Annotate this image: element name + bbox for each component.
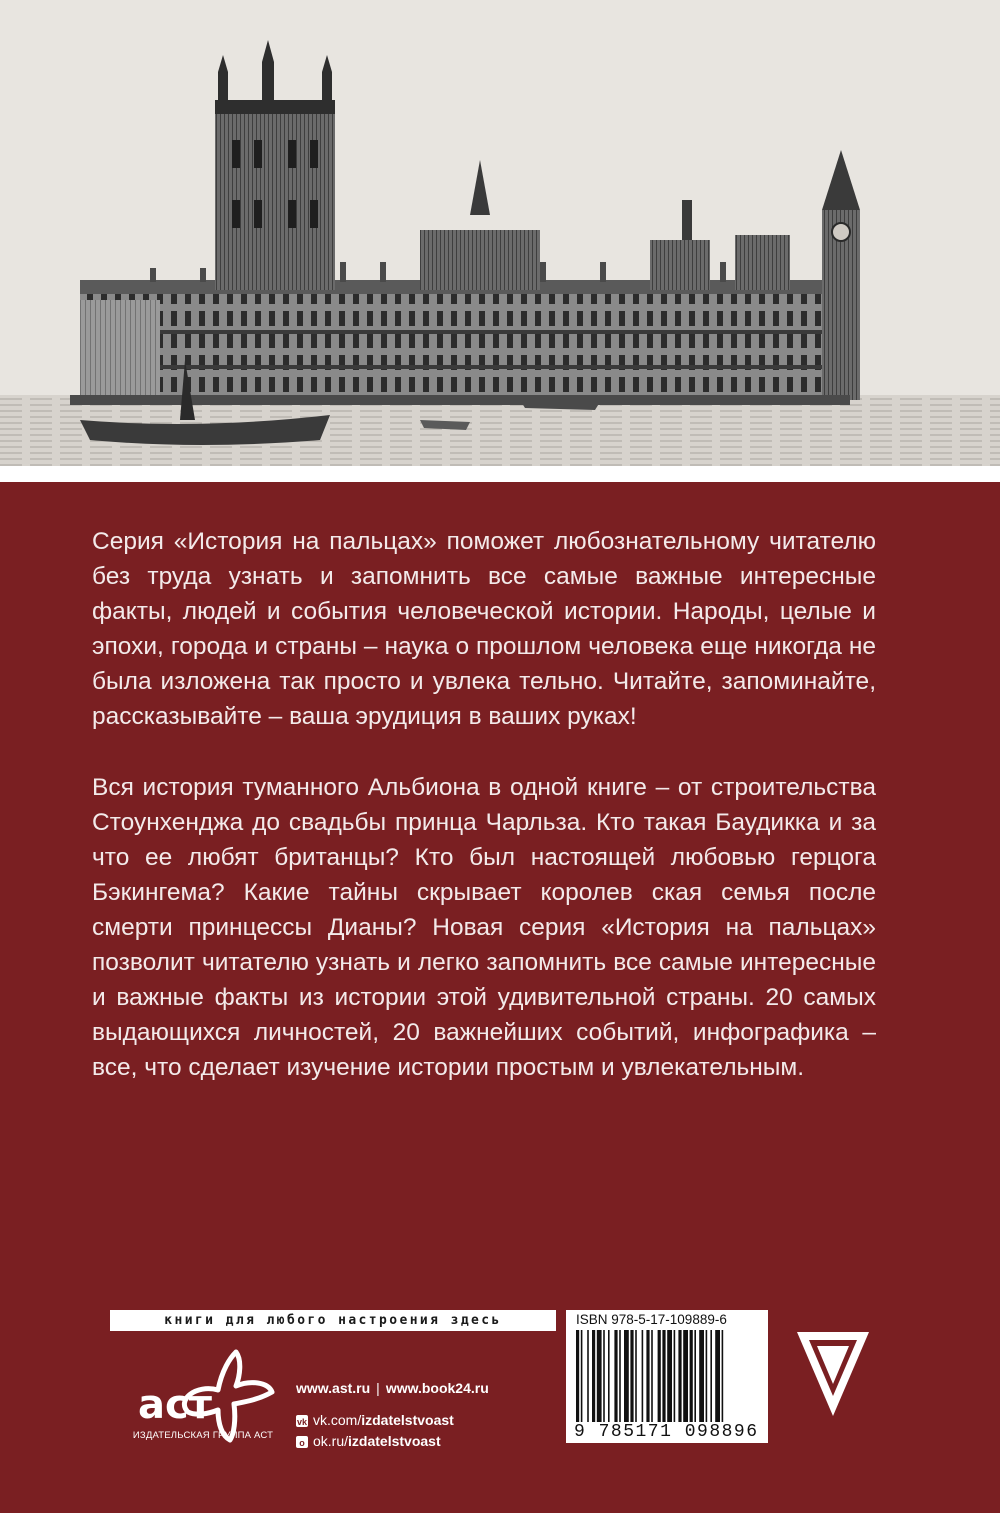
ok-row[interactable]	[296, 1431, 546, 1452]
book-description: Вся история туманного Альбиона в одной книге – от строительства Стоунхенджа до свадьбы принца Чарльза. Кто такая Баудикка и за что ее любят британцы? Кто был настоящей любовью герцога Бэкингема? Какие тайны скрывает королев ская семья после смерти принцессы Дианы? Новая серия «История на пальцах» позволит читателю узнать и легко запомнить все самые интересные и важные факты из истории этой удивительной страны. 20 самых выдающихся личностей, 20 важнейших событий, инфографика – все, что сделает изучение истории простым и увлекательным.	[92, 774, 876, 1081]
vk-handle: izdatelstvoast	[361, 1412, 454, 1428]
parliament-engraving	[0, 0, 1000, 482]
website-link-ast[interactable]: www.ast.ru	[296, 1380, 371, 1396]
website-link-book24[interactable]: www.book24.ru	[385, 1380, 489, 1396]
ast-logo-text: аст	[138, 1382, 212, 1428]
publisher-caption: ИЗДАТЕЛЬСКАЯ ГРУППА АСТ	[132, 1430, 274, 1441]
v-logo	[795, 1330, 871, 1420]
tagline-strip: книги для любого настроения здесь	[110, 1310, 556, 1331]
parliament-illustration	[0, 0, 1000, 466]
vk-prefix: vk.com/	[313, 1412, 362, 1428]
series-description: Серия «История на пальцах» поможет любознательному читателю без труда узнать и запомнить все самые важные интересные факты, людей и события человеческой истории. Народы, целые и эпохи, города и страны – наука о прошлом человека еще никогда не была изложена так просто и увлека тельно. Читайте, запоминайте, рассказывайте – ваша эрудиция в ваших руках!	[92, 528, 876, 730]
ok-handle: izdatelstvoast	[348, 1433, 441, 1449]
engraving-bottom-border	[0, 466, 1000, 482]
website-separator: |	[376, 1380, 380, 1396]
publisher-links	[296, 1378, 546, 1452]
isbn-barcode-block	[566, 1310, 768, 1443]
barcode-digits: 9 785171 098896	[574, 1422, 764, 1442]
ok-prefix: ok.ru/	[313, 1433, 349, 1449]
website-row	[296, 1378, 546, 1399]
isbn-number: ISBN 978-5-17-109889-6	[576, 1312, 727, 1327]
vk-row[interactable]	[296, 1410, 546, 1431]
ok-icon	[296, 1436, 308, 1448]
barcode-icon	[572, 1330, 762, 1426]
vk-icon	[296, 1415, 308, 1427]
